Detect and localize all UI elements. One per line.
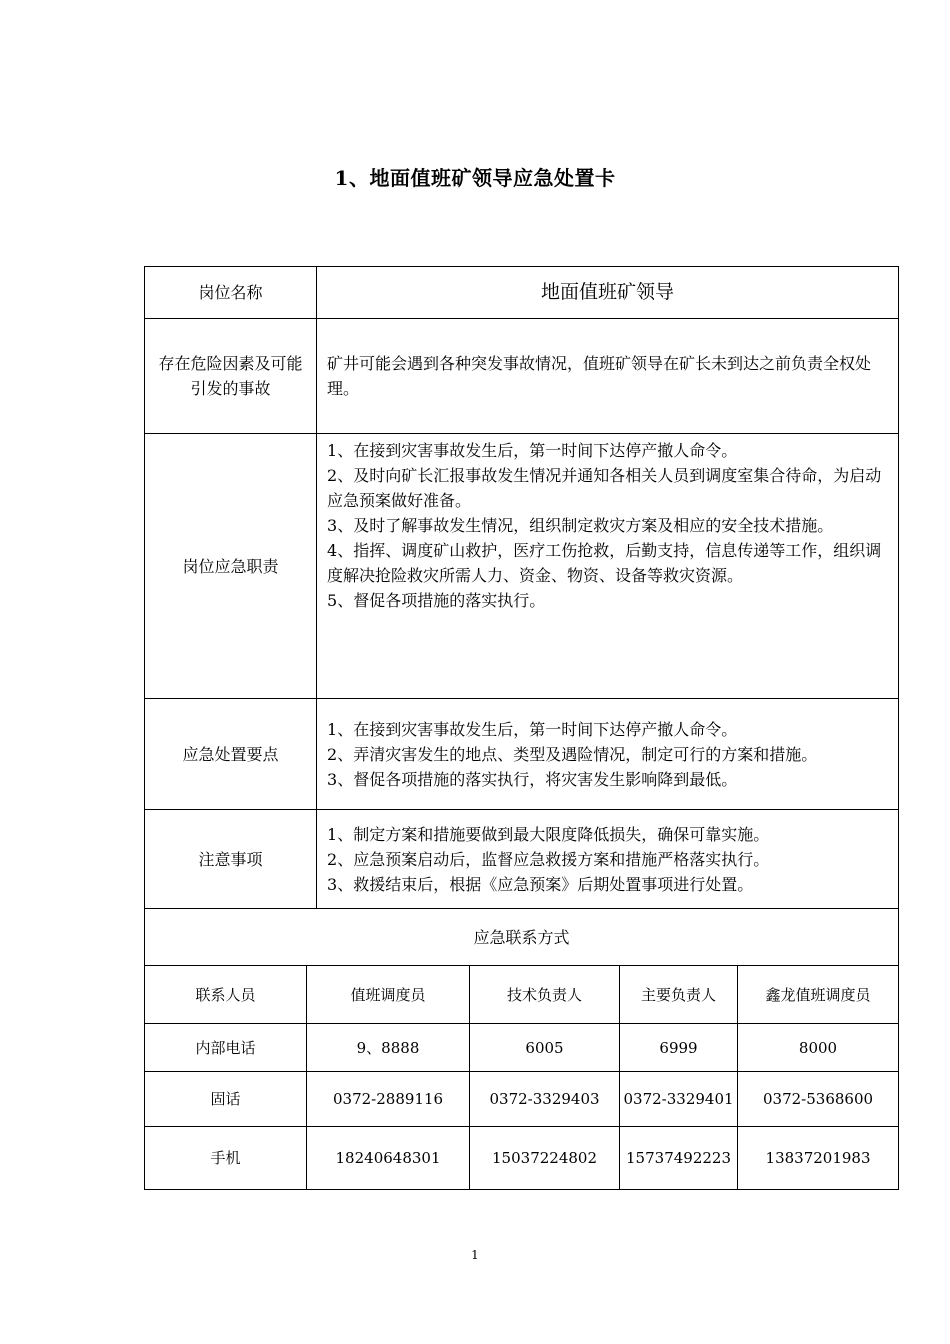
contact-value: 8000 bbox=[738, 1024, 899, 1072]
row-label: 固话 bbox=[145, 1072, 307, 1127]
duty-item: 5、督促各项措施的落实执行。 bbox=[327, 591, 546, 610]
column-header: 鑫龙值班调度员 bbox=[738, 966, 899, 1024]
column-header: 值班调度员 bbox=[307, 966, 470, 1024]
post-label: 岗位名称 bbox=[145, 267, 317, 319]
page-title: 1、地面值班矿领导应急处置卡 bbox=[334, 166, 616, 190]
contact-value: 6999 bbox=[620, 1024, 738, 1072]
key-point-item: 2、弄清灾害发生的地点、类型及遇险情况，制定可行的方案和措施。 bbox=[327, 744, 818, 764]
key-points-row bbox=[145, 699, 899, 810]
contact-value: 0372-3329401 bbox=[620, 1072, 738, 1127]
contact-row-landline bbox=[145, 1072, 899, 1127]
column-header: 联系人员 bbox=[145, 966, 307, 1024]
contacts-columns-row bbox=[145, 966, 899, 1024]
column-header: 主要负责人 bbox=[620, 966, 738, 1024]
hazards-label: 存在危险因素及可能引发的事故 bbox=[145, 319, 317, 434]
notes-row bbox=[145, 810, 899, 909]
hazards-text: 矿井可能会遇到各种突发事故情况，值班矿领导在矿长未到达之前负责全权处理。 bbox=[317, 319, 899, 434]
note-item: 3、救援结束后，根据《应急预案》后期处置事项进行处置。 bbox=[327, 874, 754, 894]
key-points-list bbox=[317, 699, 899, 810]
page-number: 1 bbox=[471, 1248, 479, 1262]
contact-value: 9、8888 bbox=[307, 1024, 470, 1072]
duty-item: 4、指挥、调度矿山救护，医疗工伤抢救，后勤支持，信息传递等工作，组织调度解决抢险救灾所需人力、资金、物资、设备等救灾资源。 bbox=[327, 541, 882, 585]
duties-label: 岗位应急职责 bbox=[145, 434, 317, 699]
contact-value: 13837201983 bbox=[738, 1127, 899, 1190]
contacts-header-row bbox=[145, 909, 899, 966]
key-point-item: 1、在接到灾害事故发生后，第一时间下达停产撤人命令。 bbox=[327, 719, 738, 739]
contact-value: 0372-5368600 bbox=[738, 1072, 899, 1127]
row-label: 手机 bbox=[145, 1127, 307, 1190]
key-point-item: 3、督促各项措施的落实执行，将灾害发生影响降到最低。 bbox=[327, 769, 738, 789]
duty-item: 3、及时了解事故发生情况，组织制定救灾方案及相应的安全技术措施。 bbox=[327, 516, 834, 535]
duties-row bbox=[145, 434, 899, 699]
contact-row-internal bbox=[145, 1024, 899, 1072]
contact-value: 6005 bbox=[470, 1024, 620, 1072]
hazards-row bbox=[145, 319, 899, 434]
notes-list bbox=[317, 810, 899, 909]
notes-label: 注意事项 bbox=[145, 810, 317, 909]
contact-value: 0372-2889116 bbox=[307, 1072, 470, 1127]
duty-item: 2、及时向矿长汇报事故发生情况并通知各相关人员到调度室集合待命，为启动应急预案做好准备。 bbox=[327, 466, 882, 510]
post-value: 地面值班矿领导 bbox=[317, 267, 899, 319]
duties-list bbox=[317, 434, 899, 699]
column-header: 技术负责人 bbox=[470, 966, 620, 1024]
duty-item: 1、在接到灾害事故发生后，第一时间下达停产撤人命令。 bbox=[327, 441, 738, 460]
contact-value: 0372-3329403 bbox=[470, 1072, 620, 1127]
key-points-label: 应急处置要点 bbox=[145, 699, 317, 810]
contact-value: 15737492223 bbox=[620, 1127, 738, 1190]
row-label: 内部电话 bbox=[145, 1024, 307, 1072]
post-row bbox=[145, 267, 899, 319]
contact-row-mobile bbox=[145, 1127, 899, 1190]
contact-value: 18240648301 bbox=[307, 1127, 470, 1190]
note-item: 1、制定方案和措施要做到最大限度降低损失，确保可靠实施。 bbox=[327, 824, 770, 844]
emergency-card-table bbox=[144, 266, 899, 1190]
contact-value: 15037224802 bbox=[470, 1127, 620, 1190]
note-item: 2、应急预案启动后，监督应急救援方案和措施严格落实执行。 bbox=[327, 849, 770, 869]
contacts-header: 应急联系方式 bbox=[145, 909, 899, 966]
